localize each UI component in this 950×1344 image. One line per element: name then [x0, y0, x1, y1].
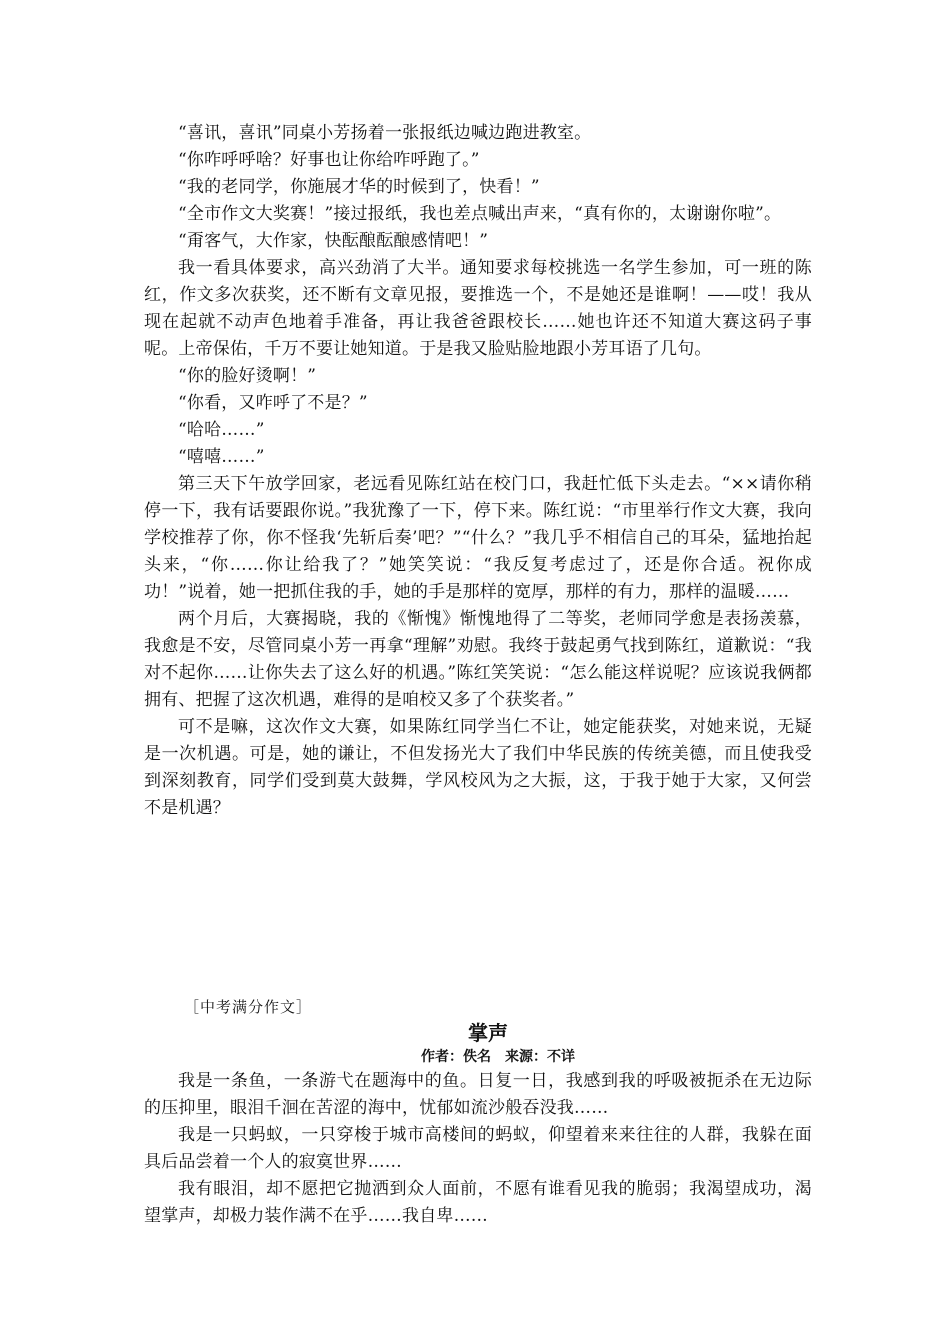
paragraph: 我是一只蚂蚁，一只穿梭于城市高楼间的蚂蚁，仰望着来来往往的人群，我躲在面具后品尝着一个人的寂寞世界……: [144, 1125, 812, 1172]
paragraph: “你看，又咋呼了不是？”: [178, 393, 368, 413]
paragraph: “嘻嘻……”: [178, 447, 265, 467]
paragraph: 第三天下午放学回家，老远看见陈红站在校门口，我赶忙低下头走去。“××请你稍停一下，我有话要跟你说。”我犹豫了一下，停下来。陈红说：“市里举行作文大赛，我向学校推荐了你，你不怪我‘先斩后奏’吧？”“什么？”我几乎不相信自己的耳朵，猛地抬起头来，“你……你让给我了？”她笑笑说：“我反复考虑过了，还是你合适。祝你成功！”说着，她一把抓住我的手，她的手是那样的宽厚，那样的有力，那样的温暖……: [144, 474, 812, 602]
paragraph: 可不是嘛，这次作文大赛，如果陈红同学当仁不让，她定能获奖，对她来说，无疑是一次机遇。可是，她的谦让，不但发扬光大了我们中华民族的传统美德，而且使我受到深刻教育，同学们受到莫大鼓舞，学风校风为之大振，这，于我于她于大家，又何尝不是机遇？: [144, 717, 812, 818]
paragraph: “你咋呼呼啥？好事也让你给咋呼跑了。”: [178, 150, 480, 170]
story-two: [144, 996, 812, 1230]
paragraph: 两个月后，大赛揭晓，我的《惭愧》惭愧地得了二等奖，老师同学愈是表扬羡慕，我愈是不安，尽管同桌小芳一再拿“理解”劝慰。我终于鼓起勇气找到陈红，道歉说：“我对不起你……让你失去了这么好的机遇。”陈红笑笑说：“怎么能这样说呢？应该说我俩都拥有、把握了这次机遇，难得的是咱校又多了个获奖者。”: [144, 609, 812, 710]
article-byline: 作者：佚名 来源：不详: [421, 1049, 575, 1065]
paragraph: 我有眼泪，却不愿把它抛洒到众人面前，不愿有谁看见我的脆弱；我渴望成功，渴望掌声，却极力装作满不在乎……我自卑……: [144, 1179, 812, 1226]
section-tag: ［中考满分作文］: [184, 998, 313, 1016]
paragraph: “甭客气，大作家，快酝酿酝酿感情吧！”: [178, 231, 489, 251]
paragraph: 我一看具体要求，高兴劲消了大半。通知要求每校挑选一名学生参加，可一班的陈红，作文多次获奖，还不断有文章见报，要推选一个，不是她还是谁啊！——哎！我从现在起就不动声色地着手准备，再让我爸爸跟校长……她也许还不知道大赛这码子事呢。上帝保佑，千万不要让她知道。于是我又脸贴脸地跟小芳耳语了几句。: [144, 258, 812, 359]
paragraph: “全市作文大奖赛！”接过报纸，我也差点喊出声来，“真有你的，太谢谢你啦”。: [178, 204, 782, 224]
story-one: [144, 120, 812, 822]
paragraph: “喜讯，喜讯”同桌小芳扬着一张报纸边喊边跑进教室。: [178, 123, 592, 143]
paragraph: 我是一条鱼，一条游弋在题海中的鱼。日复一日，我感到我的呼吸被扼杀在无边际的压抑里，眼泪千洄在苦涩的海中，忧郁如流沙般吞没我……: [144, 1071, 812, 1118]
paragraph: “你的脸好烫啊！”: [178, 366, 317, 386]
paragraph: “哈哈……”: [178, 420, 265, 440]
paragraph: “我的老同学，你施展才华的时候到了，快看！”: [178, 177, 540, 197]
article-title: 掌声: [468, 1021, 508, 1045]
